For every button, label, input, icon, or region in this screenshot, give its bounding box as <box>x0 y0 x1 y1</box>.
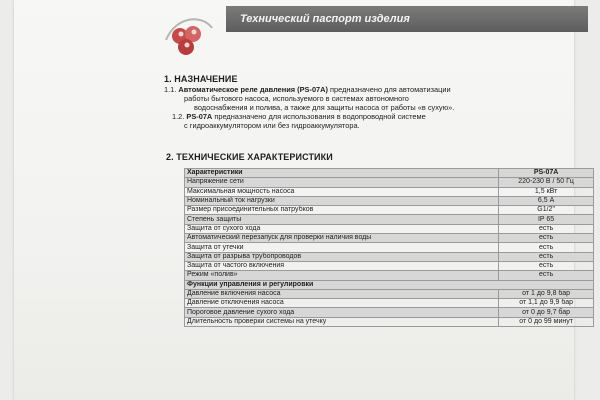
spec-value-cell: IP 65 <box>499 215 594 224</box>
spec-name-cell: Защита от сухого хода <box>185 224 499 233</box>
table-row <box>185 196 594 205</box>
spec-value-cell: от 1 до 9,8 бар <box>499 289 594 298</box>
passport-page <box>14 0 574 400</box>
table-subheader-row <box>185 280 594 289</box>
spec-name-cell: Максимальная мощность насоса <box>185 187 499 196</box>
table-row <box>185 187 594 196</box>
spec-value-cell: есть <box>499 234 594 243</box>
spec-value-cell: есть <box>499 243 594 252</box>
paragraph-text: предназначено для автоматизации <box>327 85 451 94</box>
spec-value-cell: есть <box>499 224 594 233</box>
spec-value-cell: 1,5 кВт <box>499 187 594 196</box>
product-name: Автоматическое реле давления (PS-07A) <box>178 85 328 94</box>
specifications-table <box>184 168 594 327</box>
spec-name-cell: Размер присоединительных патрубков <box>185 206 499 215</box>
spec-name-cell: Режим «полив» <box>185 271 499 280</box>
spec-value-cell: есть <box>499 261 594 270</box>
paragraph-1-1 <box>164 85 451 94</box>
header-cell-value: PS-07A <box>499 169 594 178</box>
table-row <box>185 252 594 261</box>
table-row <box>185 317 594 326</box>
table-row <box>185 271 594 280</box>
spec-name-cell: Напряжение сети <box>185 178 499 187</box>
table-row <box>185 289 594 298</box>
paragraph-1-2-line-2: с гидроаккумулятором или без гидроаккумулятора. <box>184 121 360 130</box>
spec-name-cell: Давление отключения насоса <box>185 299 499 308</box>
table-header-row <box>185 169 594 178</box>
section-2-title: 2. ТЕХНИЧЕСКИЕ ХАРАКТЕРИСТИКИ <box>166 152 333 162</box>
spec-value-cell: 6,5 А <box>499 196 594 205</box>
section-1-title: 1. НАЗНАЧЕНИЕ <box>164 74 238 84</box>
table-row <box>185 215 594 224</box>
product-name: PS-07A <box>186 112 213 121</box>
spec-name-cell: Защита от утечки <box>185 243 499 252</box>
spec-name-cell: Давление включения насоса <box>185 289 499 298</box>
table-row <box>185 308 594 317</box>
table-row <box>185 261 594 270</box>
paragraph-1-1-line-2: работы бытового насоса, используемого в системах автономного <box>184 94 409 103</box>
spec-name-cell: Номинальный ток нагрузки <box>185 196 499 205</box>
table-row <box>185 234 594 243</box>
spec-value-cell: от 0 до 9,7 бар <box>499 308 594 317</box>
spec-value-cell: есть <box>499 252 594 261</box>
table-row <box>185 206 594 215</box>
spec-name-cell: Длительность проверки системы на утечку <box>185 317 499 326</box>
table-row <box>185 243 594 252</box>
paragraph-text: предназначено для использования в водопроводной системе <box>212 112 426 121</box>
spec-name-cell: Пороговое давление сухого хода <box>185 308 499 317</box>
table-row <box>185 178 594 187</box>
paragraph-number: 1.2. <box>172 112 185 121</box>
spec-value-cell: G1/2" <box>499 206 594 215</box>
spec-name-cell: Степень защиты <box>185 215 499 224</box>
table-row <box>185 224 594 233</box>
spec-name-cell: Автоматический перезапуск для проверки наличия воды <box>185 234 499 243</box>
spec-name-cell: Защита от частого включения <box>185 261 499 270</box>
table-row <box>185 299 594 308</box>
document-title-bar: Технический паспорт изделия <box>226 6 588 32</box>
paragraph-number: 1.1. <box>164 85 177 94</box>
subheader-cell: Функции управления и регулировки <box>185 280 594 289</box>
spec-value-cell: от 1,1 до 9,9 бар <box>499 299 594 308</box>
spec-value-cell: есть <box>499 271 594 280</box>
spec-value-cell: 220-230 В / 50 Гц <box>499 178 594 187</box>
header-cell-name: Характеристики <box>185 169 499 178</box>
spec-value-cell: от 0 до 99 минут <box>499 317 594 326</box>
company-logo-icon <box>162 10 214 62</box>
spec-name-cell: Защита от разрыва трубопроводов <box>185 252 499 261</box>
paragraph-1-1-line-3: водоснабжения и полива, а также для защиты насоса от работы «в сухую». <box>194 103 455 112</box>
paragraph-1-2 <box>172 112 426 121</box>
